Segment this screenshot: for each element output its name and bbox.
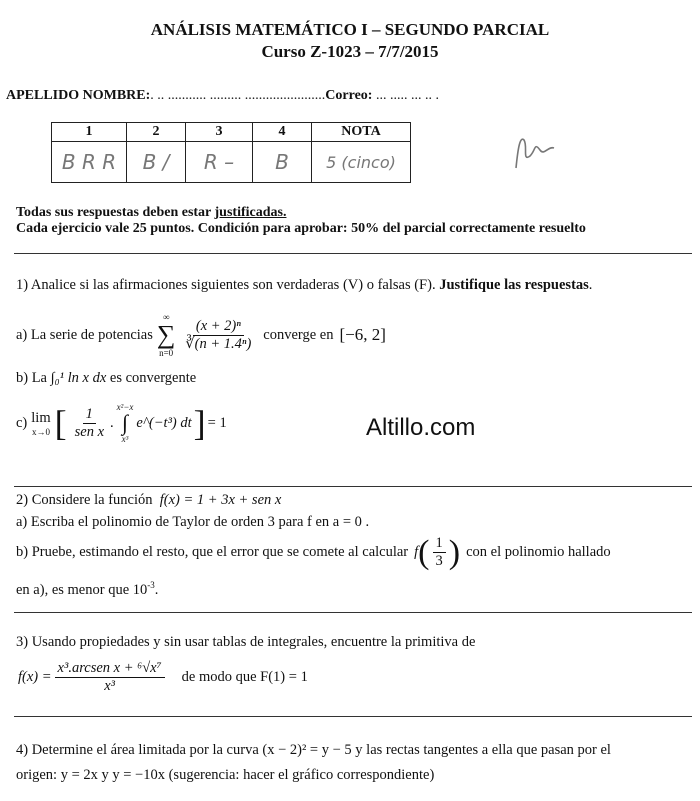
sum-top: ∞ <box>162 312 170 322</box>
q3-denominator: x³ <box>104 678 115 694</box>
q1-c-equals: = 1 <box>207 414 227 431</box>
q2-b-exp: -3 <box>147 580 155 590</box>
q1-c-integral <box>117 402 134 444</box>
right-paren-icon: ) <box>448 533 461 571</box>
instructions-line1 <box>16 205 286 221</box>
q1-c-frac-num: 1 <box>83 406 96 424</box>
grades-header-4: 4 <box>253 123 312 142</box>
q1-a-interval: [−6, 2] <box>339 325 386 344</box>
q3-condition: de modo que F(1) = 1 <box>181 669 308 685</box>
instructions-prefix: Todas sus respuestas deben estar <box>16 205 215 220</box>
q1-b-suffix: es convergente <box>109 370 197 386</box>
grades-value-row <box>52 142 411 183</box>
q3-fraction <box>55 660 165 695</box>
grade-4: B <box>253 142 312 183</box>
q2-b-line2-text: en a), es menor que 10 <box>16 581 148 598</box>
q2-b-f: f <box>414 544 419 560</box>
q1-intro-text: 1) Analice si las afirmaciones siguientes son verdaderas (V) o falsas (F). <box>16 277 440 293</box>
q2-b <box>16 535 611 570</box>
q2-function: f(x) = 1 + 3x + sen x <box>159 492 282 508</box>
q1-b-prefix: b) La <box>16 370 47 386</box>
course-date: Curso Z-1023 – 7/7/2015 <box>261 42 439 61</box>
q2-b-frac-num: 1 <box>433 535 446 553</box>
email-label: Correo: <box>325 88 373 103</box>
grades-table <box>51 122 411 183</box>
exam-title: ANÁLISIS MATEMÁTICO I – SEGUNDO PARCIAL <box>150 20 550 39</box>
left-bracket-icon: [ <box>54 403 67 443</box>
q4-line1: 4) Determine el área limitada por la curva (x − 2)² = y − 5 y las rectas tangentes a ella que pasan por el <box>16 742 611 758</box>
q2-a: a) Escriba el polinomio de Taylor de orden 3 para f en a = 0 . <box>16 514 370 530</box>
lim-sub: x→0 <box>31 426 50 437</box>
grade-2: B / <box>127 142 186 183</box>
student-line <box>6 88 439 104</box>
q2-b-line2 <box>16 580 158 599</box>
divider <box>14 486 692 487</box>
grades-header-3: 3 <box>186 123 253 142</box>
q2-b-frac-den: 3 <box>435 553 443 569</box>
q3-numerator: x³.arcsen x + ⁶√x⁷ <box>55 660 165 678</box>
left-paren-icon: ( <box>418 533 430 571</box>
q3-formula <box>18 660 308 695</box>
lim-text: lim <box>31 409 51 426</box>
q2-intro <box>16 492 281 509</box>
q1-c-integrand: e^(−t³) dt <box>136 414 192 431</box>
divider <box>14 612 692 613</box>
q1-intro <box>16 277 592 294</box>
divider <box>14 253 692 254</box>
q1-a-suffix: converge en <box>263 326 334 343</box>
dot-symbol: . <box>110 414 114 431</box>
q1-a-prefix: a) La serie de potencias <box>16 326 153 343</box>
watermark: Altillo.com <box>366 414 476 441</box>
signature-icon <box>508 128 558 178</box>
q1-b <box>16 370 196 387</box>
q3-f-prefix: f(x) = <box>18 669 52 685</box>
int-top: x²−x <box>116 402 134 412</box>
instructions-underlined: justificadas. <box>214 205 287 220</box>
sum-bottom: n=0 <box>159 348 174 358</box>
grades-header-nota: NOTA <box>312 123 411 142</box>
name-label: APELLIDO NOMBRE: <box>6 88 151 103</box>
sum-icon: ∑ <box>156 320 176 349</box>
q2-b-suffix: con el polinomio hallado <box>466 544 611 560</box>
q3-intro: 3) Usando propiedades y sin usar tablas de integrales, encuentre la primitiva de <box>16 634 476 650</box>
grade-nota: 5 (cinco) <box>312 142 411 183</box>
grade-1: B R R <box>52 142 127 183</box>
q1-c-lim <box>31 410 50 437</box>
q2-b-prefix: b) Pruebe, estimando el resto, que el error que se comete al calcular <box>16 544 409 560</box>
instructions-line2: Cada ejercicio vale 25 puntos. Condición para aprobar: 50% del parcial correctamente resuelto <box>16 221 586 236</box>
q1-c-prefix: c) <box>16 414 28 431</box>
q1-a-numerator: (x + 2)ⁿ <box>193 318 244 336</box>
grade-3: R – <box>186 142 253 183</box>
q1-a-fraction <box>182 318 254 353</box>
q2-intro-text: 2) Considere la función <box>16 492 153 508</box>
q1-c-frac-den: sen x <box>74 423 104 440</box>
grades-header-2: 2 <box>127 123 186 142</box>
q2-b-fraction <box>433 535 446 570</box>
int-bottom: x³ <box>121 434 129 444</box>
divider <box>14 716 692 717</box>
right-bracket-icon: ] <box>193 403 206 443</box>
q1-a-sum <box>157 312 176 358</box>
name-value: . .. ........... ......... ....................... <box>150 88 326 103</box>
q4-line2: origen: y = 2x y y = −10x (sugerencia: hacer el gráfico correspondiente) <box>16 767 435 783</box>
q1-intro-bold: Justifique las respuestas <box>439 277 589 293</box>
q1-c-fraction <box>72 406 107 441</box>
grades-header-row <box>52 123 411 142</box>
email-value: ... ..... ... .. . <box>375 88 439 103</box>
q1-b-integral: ∫₀¹ ln x dx <box>50 370 107 386</box>
q2-b-end: . <box>154 581 159 598</box>
q1-c <box>16 402 227 444</box>
q1-a <box>16 312 386 358</box>
integral-icon: ∫ <box>121 410 129 435</box>
q1-intro-end: . <box>588 277 593 293</box>
grades-header-1: 1 <box>52 123 127 142</box>
q1-a-denominator: ∛(n + 1.4ⁿ) <box>185 335 252 352</box>
